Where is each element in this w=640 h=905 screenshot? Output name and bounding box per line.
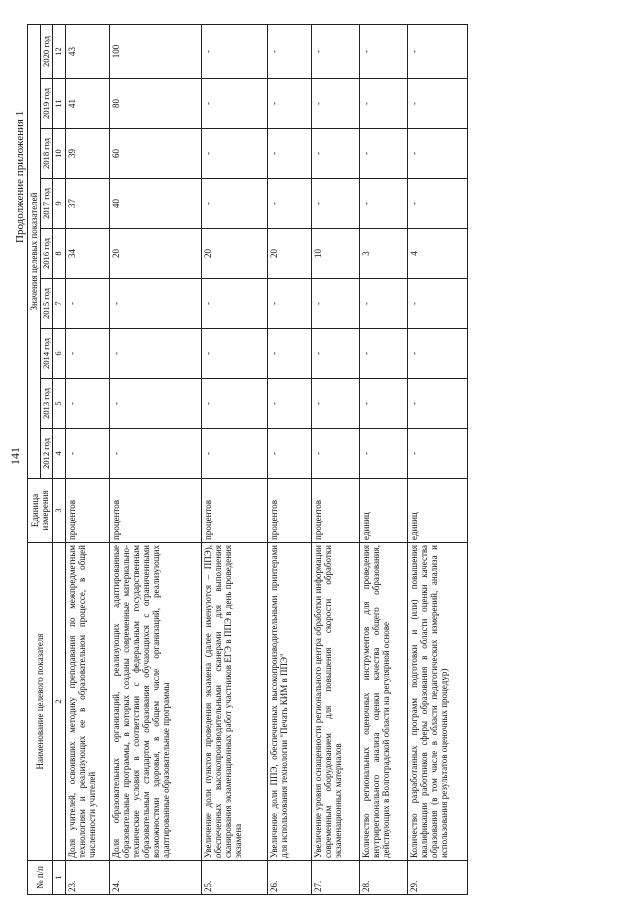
unit-cell: процентов [201,479,267,543]
value-cell: - [267,429,311,479]
value-cell: - [311,129,359,179]
header-year: 2019 год [41,79,53,129]
value-cell: - [201,79,267,129]
column-index: 12 [53,24,66,78]
header-unit: Единица измерения [28,479,53,543]
header-num: № п/п [28,861,53,895]
column-index: 8 [53,229,66,279]
value-cell: - [65,329,109,379]
value-cell: - [109,329,201,379]
indicator-name: Количество региональных оценочных инструментов для проведения внутрирегионального анализа оценки качества общего образования, действующих в Волгоградской области на регулярной основе [359,543,407,861]
value-cell: - [65,379,109,429]
value-cell: - [311,24,359,78]
value-cell: - [407,129,467,179]
table-row [407,24,467,894]
value-cell: - [311,329,359,379]
unit-cell: процентов [109,479,201,543]
value-cell: 43 [65,24,109,78]
value-cell: - [201,379,267,429]
header-year: 2020 год [41,24,53,78]
unit-cell: процентов [267,479,311,543]
indicator-name: Доля образовательных организаций, реализующих адаптированные образовательные программы, в которых созданы современные материально-технические условия в соответствии с федеральным государственным образовательным стандартом образования обучающихся с ограниченными возможностями здоровья, в общем числе организаций, реализующих адаптированные образовательные программы [109,543,201,861]
value-cell: - [311,179,359,229]
value-cell: - [359,379,407,429]
value-cell: - [359,79,407,129]
value-cell: - [267,379,311,429]
unit-cell: единиц [407,479,467,543]
page-number: 141 [8,447,22,465]
value-cell: - [267,279,311,329]
value-cell: - [65,279,109,329]
value-cell: 39 [65,129,109,179]
indicator-name: Увеличение доли пунктов проведения экзамена (далее именуются – ППЭ), обеспеченных высокопроизводительными сканерами для выполнения сканирования экзаменационных работ участников ЕГЭ в ППЭ в день проведения экзамена [201,543,267,861]
value-cell: - [311,379,359,429]
value-cell: 34 [65,229,109,279]
column-index: 10 [53,129,66,179]
value-cell: - [201,179,267,229]
table-row [201,24,267,894]
column-index: 5 [53,379,66,429]
unit-cell: процентов [65,479,109,543]
header-year: 2014 год [41,329,53,379]
column-index: 4 [53,429,66,479]
table-header-row [28,24,41,894]
header-year: 2016 год [41,229,53,279]
value-cell: - [359,329,407,379]
value-cell: - [267,329,311,379]
header-year: 2012 год [41,429,53,479]
value-cell: 20 [267,229,311,279]
value-cell: 3 [359,229,407,279]
value-cell: 80 [109,79,201,129]
value-cell: - [109,279,201,329]
row-number: 25. [201,861,267,895]
indicator-name: Количество разработанных программ подготовки и (или) повышения квалификации работников сферы образования в области оценки качества образования (в том числе в области педагогических измерений, анализа и использования результатов оценочных процедур) [407,543,467,861]
indicator-name: Увеличение доли ППЭ, обеспеченных высокопроизводительными принтерами для использования технологии "Печать КИМ в ППЭ" [267,543,311,861]
value-cell: - [267,24,311,78]
value-cell: 41 [65,79,109,129]
row-number: 26. [267,861,311,895]
value-cell: - [407,429,467,479]
value-cell: - [407,279,467,329]
column-index: 7 [53,279,66,329]
value-cell: 20 [201,229,267,279]
indicator-name: Увеличение уровня оснащенности регионального центра обработки информации современным оборудованием для повышения скорости обработки экзаменационных материалов [311,543,359,861]
continuation-note: Продолжение приложения 1 [14,110,26,243]
header-year: 2018 год [41,129,53,179]
value-cell: - [359,24,407,78]
table-row [311,24,359,894]
row-number: 27. [311,861,359,895]
value-cell: - [201,24,267,78]
value-cell: - [201,129,267,179]
value-cell: - [311,79,359,129]
header-year: 2013 год [41,379,53,429]
value-cell: - [109,379,201,429]
column-index: 6 [53,329,66,379]
column-index-row [53,24,66,894]
column-index: 1 [53,861,66,895]
value-cell: 40 [109,179,201,229]
value-cell: 4 [407,229,467,279]
row-number: 29. [407,861,467,895]
value-cell: - [407,329,467,379]
value-cell: - [311,429,359,479]
table-body [53,24,468,894]
value-cell: - [201,329,267,379]
header-values-group: Значения целевых показателей [28,24,41,478]
value-cell: 37 [65,179,109,229]
value-cell: - [407,179,467,229]
header-year: 2017 год [41,179,53,229]
table-row [267,24,311,894]
table-row [109,24,201,894]
value-cell: - [407,79,467,129]
value-cell: - [359,429,407,479]
value-cell: 60 [109,129,201,179]
table-row [65,24,109,894]
column-index: 3 [53,479,66,543]
value-cell: - [359,179,407,229]
value-cell: - [201,279,267,329]
value-cell: 20 [109,229,201,279]
value-cell: - [267,129,311,179]
value-cell: - [109,429,201,479]
value-cell: 100 [109,24,201,78]
value-cell: - [65,429,109,479]
value-cell: - [201,429,267,479]
table-row [359,24,407,894]
row-number: 24. [109,861,201,895]
column-index: 2 [53,543,66,861]
unit-cell: процентов [311,479,359,543]
value-cell: - [267,179,311,229]
target-indicators-table [27,24,468,895]
value-cell: - [407,24,467,78]
header-name: Наименование целевого показателя [28,543,53,861]
value-cell: - [407,379,467,429]
value-cell: 10 [311,229,359,279]
value-cell: - [311,279,359,329]
value-cell: - [359,129,407,179]
unit-cell: единиц [359,479,407,543]
row-number: 23. [65,861,109,895]
value-cell: - [267,79,311,129]
column-index: 9 [53,179,66,229]
value-cell: - [359,279,407,329]
header-year: 2015 год [41,279,53,329]
column-index: 11 [53,79,66,129]
indicator-name: Доля учителей, освоивших методику преподавания по межпредметным технологиям и реализующих ее в образовательном процессе, в общей численности учителей [65,543,109,861]
row-number: 28. [359,861,407,895]
